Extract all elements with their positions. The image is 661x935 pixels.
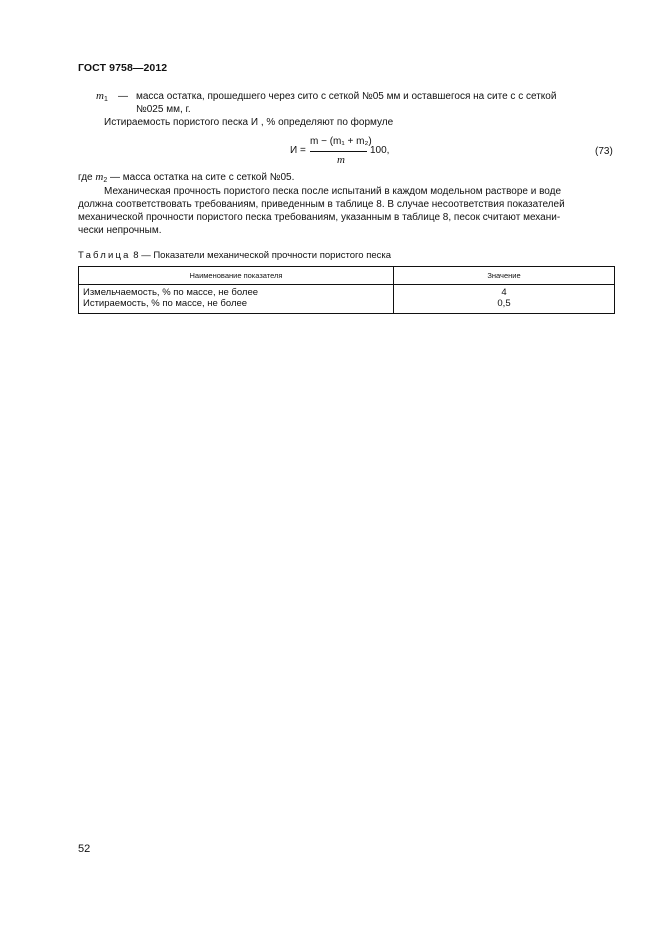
paragraph-line: должна соответствовать требованиям, приведенным в таблице 8. В случае несоответствия показателей: [78, 199, 565, 210]
row-value: 4: [501, 287, 507, 298]
fraction-bar: [310, 151, 367, 152]
definition-m1-line2: №025 мм, г.: [136, 104, 191, 115]
row-name: Истираемость, % по массе, не более: [83, 297, 248, 309]
paragraph-line: Механическая прочность пористого песка после испытаний в каждом модельном растворе и воде: [104, 186, 562, 197]
mechanical-strength-table: [78, 266, 615, 314]
definition-m2-text: — масса остатка на сите с сеткой №05.: [110, 172, 295, 183]
m2-symbol: m: [95, 171, 104, 183]
table-caption: [78, 250, 391, 261]
table-caption-label: Таблица: [78, 250, 131, 261]
m1-symbol: m: [96, 90, 104, 102]
column-header-value: Значение: [394, 267, 615, 285]
table-cell-names: [79, 285, 394, 314]
row-value: 0,5: [497, 297, 511, 309]
paragraph-line: механической прочности пористого песка требованиям, указанным в таблице 8, песок считают механи-: [78, 212, 561, 223]
table-caption-title: 8 — Показатели механической прочности пористого песка: [133, 250, 392, 261]
table-cell-values: [394, 285, 615, 314]
equation-number: (73): [595, 146, 613, 157]
definition-m1-line1: масса остатка, прошедшего через сито с сеткой №05 мм и оставшегося на сите с с сеткой: [136, 91, 557, 102]
row-name: Измельчаемость, % по массе, не более: [83, 287, 259, 298]
formula-intro: Истираемость пористого песка И , % определяют по формуле: [104, 117, 394, 128]
table-header-row: [79, 267, 615, 285]
definition-m1-symbol: [96, 90, 108, 107]
formula-lhs: И =: [290, 145, 306, 156]
table-row: [79, 285, 615, 314]
definition-m2-prefix: где: [78, 172, 93, 183]
definition-m1-dash: —: [118, 91, 128, 102]
formula-tail: 100,: [370, 145, 390, 156]
formula-denominator: m: [337, 154, 345, 166]
paragraph-line: чески непрочным.: [78, 225, 162, 236]
formula-numerator: m − (m₁ + m₂): [310, 136, 372, 147]
document-header: ГОСТ 9758—2012: [78, 62, 168, 74]
formula-73: [290, 136, 460, 172]
m1-subscript: 1: [103, 96, 108, 103]
m2-subscript: 2: [103, 177, 108, 184]
column-header-name: Наименование показателя: [79, 267, 394, 285]
page-number: 52: [78, 843, 91, 855]
